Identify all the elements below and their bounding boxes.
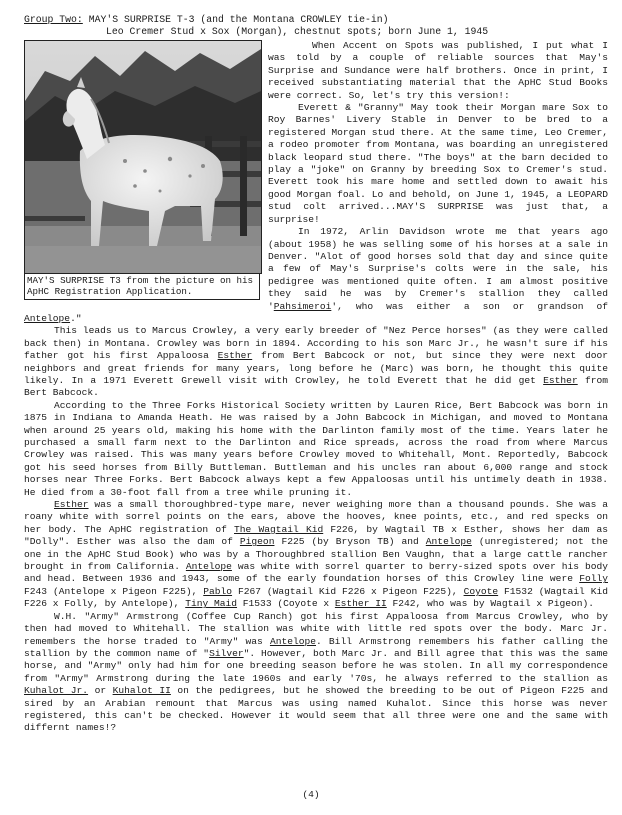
- article-subtitle: Leo Cremer Stud x Sox (Morgan), chestnut spots; born June 1, 1945: [106, 26, 489, 37]
- paragraph-babcock: According to the Three Forks Historical Society written by Lauren Rice, Bert Babcock was born in 1875 in Indiana to Amanda Heath. He was raised by a John Babcock in Michigan, and moved to Montana when around 25 years old, making his home with the Darlinton family most of the time. Years later he purchased a small farm next to the Darlinton and Rice spreads, across the road from where Marcus Crowley was raised. This was many years before Crowley moved to Whitehall, Mont. Reportedly, Babcock got his seed horses from Billy Buttleman. Buttleman and his uncles ran about 6,000 range and stock horses near Three Forks. Bert Babcock always kept a few Appaloosas until his untimely death in 1938. He died from a 30-foot fall from a tree while pruning it.: [24, 399, 608, 498]
- horse-name-antelope: Antelope: [425, 536, 472, 548]
- text-run: was a small thoroughbred-type mare, never weighing more than a thousand pounds. She was a roany white with sorrel points on the ears, above the hooves, knee points, etc., and red specks on her body. The ApHC registration of: [24, 499, 608, 535]
- text-run: .": [70, 312, 82, 324]
- text-run: or: [88, 685, 113, 697]
- horse-name-pablo: Pablo: [203, 585, 233, 597]
- horse-name-wagtail-kid: The Wagtail Kid: [234, 523, 324, 535]
- text-run: F225 (by Bryson TB) and: [274, 536, 426, 548]
- text-run: F1532 (Wagtail Kid F226 x Folly, by Antelope),: [24, 585, 608, 610]
- text-run: F267 (Wagtail Kid F226 x Pigeon F225),: [232, 585, 464, 597]
- text-run: (unregistered; not the one in the ApHC Stud Book) who was by a Thoroughbred stallion Ben Vaughn, that a large cattle rancher brought in from California.: [24, 536, 608, 573]
- text-run: on the pedigrees, but he showed the breeding to be out of Pigeon F225 and sired by an Arabian remount that Marcus was using named Kuhalot. Since this horse was never registered, this can't be checked. However it would seem that all three were one and the same with differnt names!?: [24, 685, 608, 734]
- horse-name-kuhalot-ii: Kuhalot II: [112, 685, 171, 697]
- horse-name-antelope: Antelope: [185, 561, 232, 573]
- text-run: from Bert Babcock.: [24, 374, 608, 399]
- text-run: F1533 (Coyote x: [237, 598, 335, 610]
- horse-name-pahsimeroi: Pahsimeroi: [273, 300, 332, 312]
- horse-name-tiny-maid: Tiny Maid: [185, 598, 238, 610]
- text-run: ', who was either a son or grandson of: [331, 300, 608, 312]
- text-run: ". However, both Marc Jr. and Bill agree that this was the same horse, and "Army" only had him for one breeding season before he was stolen. In all my correspondence from "Army" Armstrong during the late 1960s and early '70s, he always referred to the stallion as: [24, 647, 609, 684]
- article-header: [24, 14, 608, 38]
- text-run: F226, by Wagtail TB x Esther, shows her dam as "Dolly". Esther was also the dam of: [24, 523, 608, 548]
- horse-name-folly: Folly: [579, 573, 608, 585]
- paragraph-armstrong: [24, 611, 608, 735]
- text-run: In 1972, Arlin Davidson wrote me that years ago (about 1958) he was selling some of his horses at a sale in Denver. "Alot of good horses sold that day and since quite a few of May's Surprise's colts were in the sale, his pedigree was mentioned quite often. I am almost positive they said he was by Cremer's stallion they called ': [268, 226, 608, 312]
- paragraph-esther: [24, 499, 608, 611]
- text-run: . Bill Armstrong remembers his father calling the stallion by the common name of ": [24, 635, 608, 659]
- horse-name-pigeon: Pigeon: [239, 536, 275, 548]
- horse-name-esther-ii: Esther II: [334, 598, 387, 610]
- horse-name-kuhalot-jr: Kuhalot Jr.: [24, 685, 89, 697]
- horse-name-coyote: Coyote: [463, 585, 499, 597]
- paragraph-may-breeding: Everett & "Granny" May took their Morgan mare Sox to Roy Barnes' Livery Stable in Denver to be bred to a registered Morgan stud there. At the same time, Leo Cremer, a rodeo promoter from Montana, was boarding an unregistered black leopard stud there. "The boys" at the barn decided to play a "joke" on Granny by breeding Sox to Cremer's stud. Everett took his mare home and settled down to await his good Morgan foal. Lo and behold, on June 1, 1945, a LEOPARD stud colt arrived...MAY'S SURPRISE was just that, a surprise!: [268, 102, 608, 225]
- page-number: (4): [302, 789, 320, 800]
- horse-name-esther: Esther: [543, 374, 578, 386]
- horse-name-antelope: Antelope: [269, 635, 316, 647]
- horse-name-esther: Esther: [54, 499, 89, 511]
- text-run: from Bert Babcock or not, but since they were next door neighbors and great friends for many years, long before he (Marc) was born, he thought this quite likely. In a 1971 Everett Grewell visit with Crowley, he told Everett that he did get: [24, 350, 608, 386]
- text-run: This leads us to Marcus Crowley, a very early breeder of "Nez Perce horses" (as they were called back then) in Montana. Crowley was born in 1894. According to his son Marc Jr., he wasn't sure if his father got his first Appaloosa: [24, 325, 608, 362]
- photo-caption: MAY'S SURPRISE T3 from the picture on his ApHC Registration Application.: [24, 274, 260, 300]
- group-label: Group Two:: [24, 14, 83, 25]
- horse-photo: [24, 40, 262, 274]
- horse-name-antelope: Antelope: [24, 312, 71, 324]
- text-run: F243 (Antelope x Pigeon F225),: [24, 585, 204, 597]
- text-run: F242, who was by Wagtail x Pigeon).: [386, 598, 594, 610]
- article-title: MAY'S SURPRISE T-3 (and the Montana CROWLEY tie-in): [88, 14, 389, 25]
- horse-name-esther: Esther: [217, 350, 253, 362]
- article-body: [24, 40, 608, 325]
- header-title-line: [24, 14, 608, 26]
- paragraph-intro: When Accent on Spots was published, I put what I was told by a couple of reliable sources that May's Surprise and Sundance were half brothers. Once in print, I received substantiating material that the ApHC Stud Books were correct. So, let's try this version!:: [268, 40, 608, 101]
- horse-name-silver: Silver: [209, 647, 244, 659]
- photo-figure: [24, 40, 262, 300]
- text-run: was white with sorrel quarter to berry-sized spots over his body and head. Between 1936 and 1943, some of the early foundation horses of this Crowley line were: [24, 561, 608, 585]
- text-run: W.H. "Army" Armstrong (Coffee Cup Ranch) got his first Appaloosa from Marcus Crowley, who by then had moved to Whitehall. The stallion was white with little red spots over the body. Marc Jr. remembers the horse traded to "Army" was: [24, 610, 608, 647]
- paragraph-crowley: [24, 325, 608, 399]
